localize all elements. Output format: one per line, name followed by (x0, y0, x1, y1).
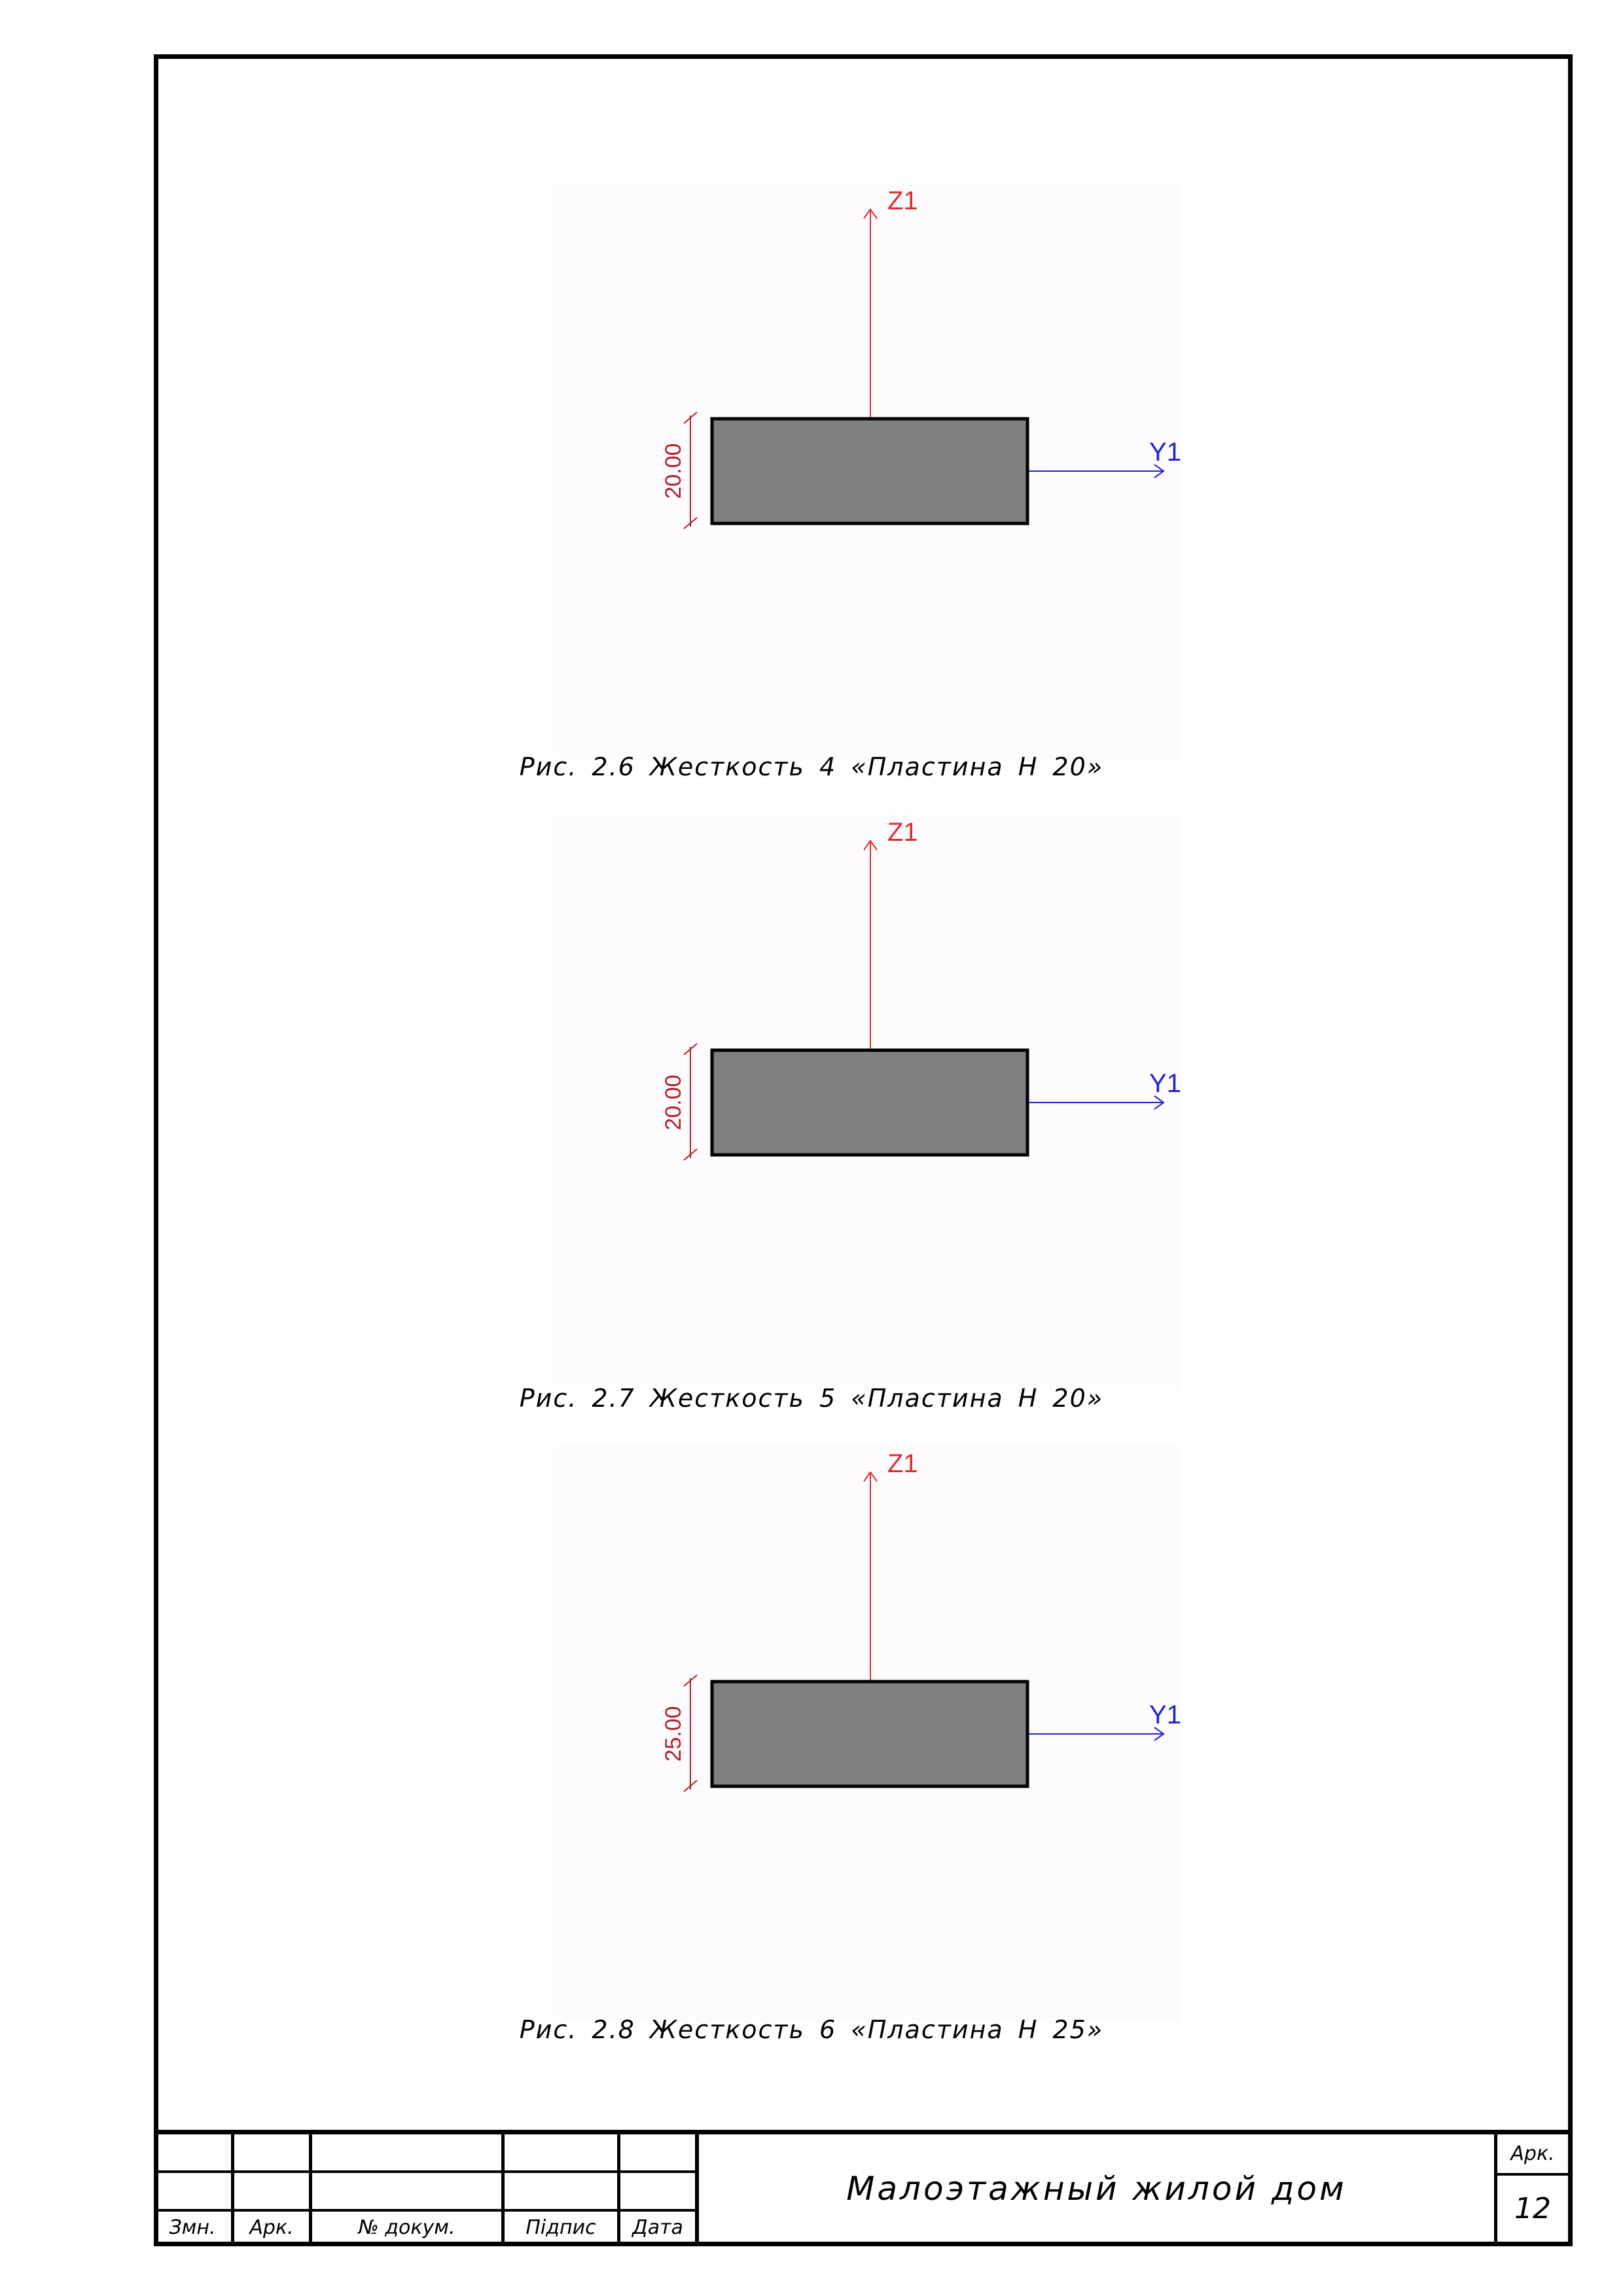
document-title: Малоэтажный жилой дом (846, 2170, 1347, 2208)
title-block (154, 2130, 1573, 2246)
z-axis-label: Z1 (887, 186, 918, 215)
figure-caption: Рис. 2.7 Жесткость 5 «Пластина H 20» (519, 1384, 1104, 1413)
figure-caption: Рис. 2.8 Жесткость 6 «Пластина H 25» (519, 2015, 1104, 2044)
tb-sheet-divider (1494, 2173, 1568, 2176)
z-axis-label: Z1 (887, 818, 918, 847)
section-diagram (0, 1426, 1623, 2055)
tb-label-signature: Підпис (526, 2216, 596, 2239)
y-axis-label: Y1 (1149, 1069, 1181, 1098)
sheet-number: 12 (1514, 2192, 1551, 2225)
figure-2-7 (0, 795, 1623, 1423)
section-diagram (0, 795, 1623, 1423)
figure-2-8 (0, 1426, 1623, 2055)
cross-section-rect (712, 419, 1027, 523)
sheet-label: Арк. (1510, 2142, 1555, 2165)
tb-label-doc-number: № докум. (358, 2216, 455, 2239)
dimension-label: 20.00 (661, 443, 686, 499)
tb-label-change: Змн. (169, 2216, 216, 2239)
figure-caption: Рис. 2.6 Жесткость 4 «Пластина H 20» (519, 752, 1104, 781)
figure-2-6 (0, 164, 1623, 792)
cross-section-rect (712, 1050, 1027, 1155)
y-axis-label: Y1 (1149, 438, 1181, 467)
y-axis-label: Y1 (1149, 1701, 1181, 1729)
tb-label-sheet: Арк. (249, 2216, 294, 2239)
cross-section-rect (712, 1682, 1027, 1786)
z-axis-label: Z1 (887, 1449, 918, 1478)
tb-label-date: Дата (632, 2216, 683, 2239)
section-diagram (0, 164, 1623, 792)
dimension-label: 20.00 (661, 1074, 686, 1131)
dimension-label: 25.00 (661, 1706, 686, 1762)
